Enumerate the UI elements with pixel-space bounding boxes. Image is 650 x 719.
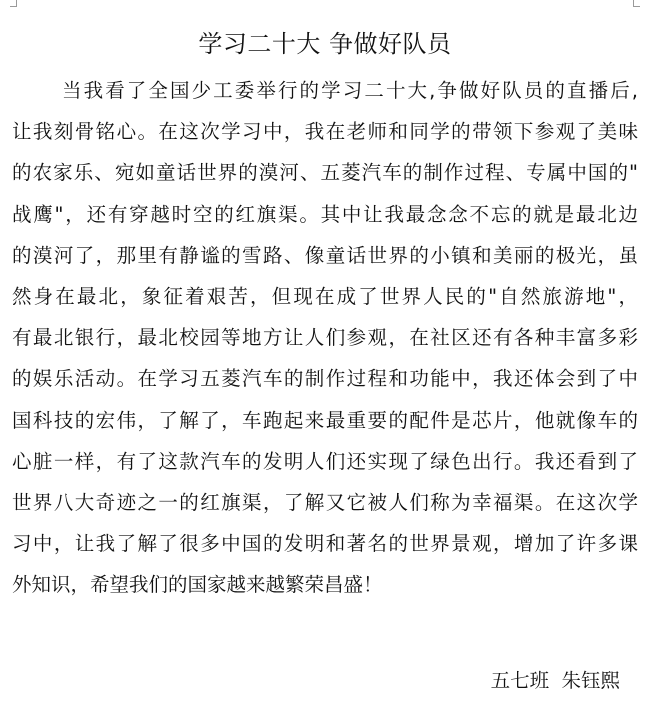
body-line: 世界八大奇迹之一的红旗渠，了解又它被人们称为幸福渠。在这次学 [12, 490, 638, 514]
body-line: 让我刻骨铭心。在这次学习中，我在老师和同学的带领下参观了美味 [12, 120, 638, 144]
body-line: 的娱乐活动。在学习五菱汽车的制作过程和功能中，我还体会到了中 [12, 367, 638, 391]
body-line: 的农家乐、宛如童话世界的漠河、五菱汽车的制作过程、专属中国的" [12, 161, 638, 185]
body-line: 然身在最北，象征着艰苦，但现在成了世界人民的"自然旅游地"， [12, 284, 638, 308]
body-line: 有最北银行，最北校园等地方让人们参观，在社区还有各种丰富多彩 [12, 326, 638, 350]
body-line: 战鹰"，还有穿越时空的红旗渠。其中让我最念念不忘的就是最北边 [12, 202, 638, 226]
page-corner-mark-left [10, 0, 17, 7]
document-body [12, 70, 638, 605]
body-line: 国科技的宏伟，了解了，车跑起来最重要的配件是芯片，他就像车的 [12, 408, 638, 432]
author-signature: 五七班 朱钰熙 [490, 669, 620, 692]
body-line: 心脏一样，有了这款汽车的发明人们还实现了绿色出行。我还看到了 [12, 449, 638, 473]
body-line: 当我看了全国少工委举行的学习二十大,争做好队员的直播后, [62, 79, 638, 102]
page-corner-mark-right [633, 0, 640, 7]
body-line: 的漠河了，那里有静谧的雪路、像童话世界的小镇和美丽的极光，虽 [12, 243, 638, 267]
body-line: 习中，让我了解了很多中国的发明和著名的世界景观，增加了许多课 [12, 532, 638, 556]
document-title: 学习二十大 争做好队员 [198, 30, 452, 58]
body-line: 外知识，希望我们的国家越来越繁荣昌盛！ [12, 573, 383, 597]
